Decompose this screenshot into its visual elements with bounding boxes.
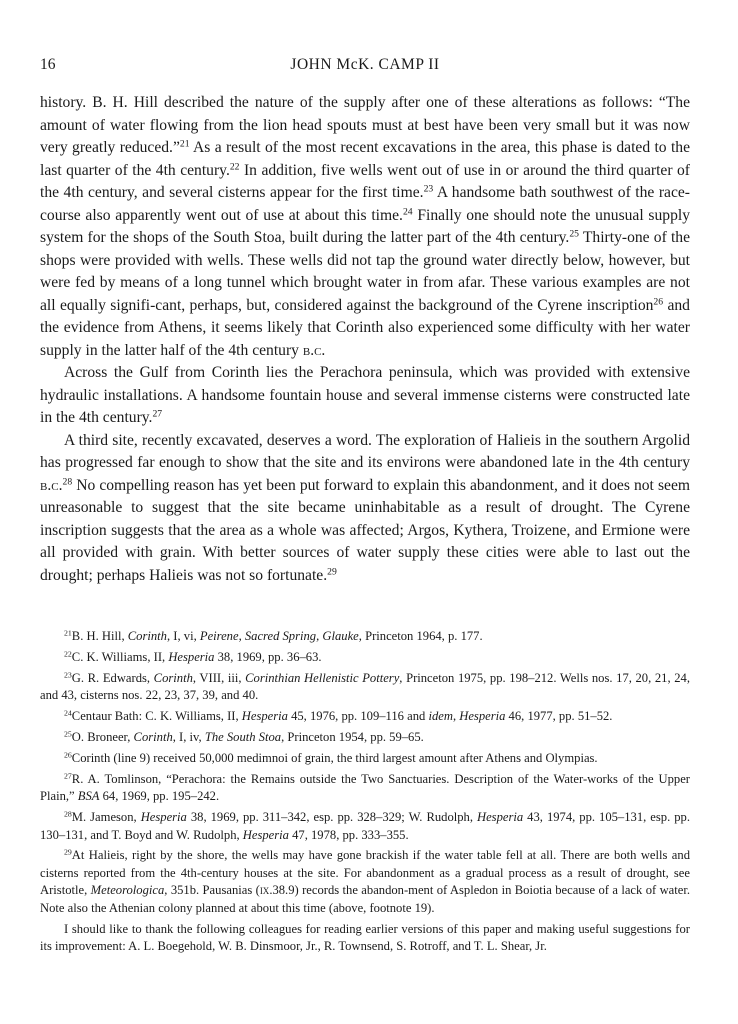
text-run: At Halieis, right by the shore, the wells may have gone brackish if the water table fell at all. There are both wells and cisterns reported from the 4th-century houses at the site. For abandonment as a gradual process as a result of drought, see Aristotle,: [40, 848, 690, 898]
footnote: [40, 628, 690, 645]
text-run: Across the Gulf from Corinth lies the Perachora peninsula, which was provided with extensive hydraulic installations. A handsome fountain house and several immense cisterns were constructed late in the 4th century.: [40, 364, 690, 426]
footnote-ref: 25: [64, 729, 72, 739]
page-number: 16: [40, 56, 56, 73]
text-run: , Princeton 1954, pp. 59–65.: [281, 730, 424, 745]
italic-text: idem: [428, 709, 453, 724]
text-run: , I, vi,: [166, 629, 200, 643]
text-run: , Princeton 1975, pp. 198–212. Wells nos. 17, 20, 21, 24, and 43, cisterns nos. 22, 23, 37, 39, and 40.: [40, 670, 690, 703]
footnote-ref: 23: [423, 183, 434, 195]
text-run: ,: [452, 709, 460, 724]
text-run: history. B. H. Hill described the nature of the supply after one of these alterations as follows: “The amount of water flowing from the lion head spouts must at best have been very small but it was now very greatly reduced.”: [40, 94, 690, 156]
text-run: A third site, recently excavated, deserves a word. The exploration of Halieis in the southern Argolid has progressed far enough to show that the site and its environs were abandoned late in the 4th century: [40, 431, 690, 471]
text-run: I should like to thank the following colleagues for reading earlier versions of this paper and making useful suggestions for its improvement: A. L. Boegehold, W. B. Dinsmoor, Jr., R. Townsend, S. Rotroff, and T. L. Shear, Jr.: [40, 921, 690, 953]
footnote-ref: 21: [179, 138, 190, 150]
italic-text: Hesperia: [241, 709, 288, 724]
small-caps-text: b.c.: [40, 476, 63, 494]
text-run: C. K. Williams, II,: [71, 649, 169, 664]
text-run: 38, 1969, pp. 311–342, esp. pp. 328–329; W. Rudolph,: [186, 810, 477, 825]
italic-text: Hesperia: [242, 827, 289, 842]
text-run: , I, iv,: [172, 730, 205, 745]
text-run: 43, 1974, pp. 105–131, esp. pp. 130–131, and T. Boyd and W. Rudolph,: [40, 810, 690, 842]
footnote-ref: 27: [152, 408, 163, 420]
text-run: As a result of the most recent excavations in the area, this phase is dated to the last quarter of the 4th century.: [40, 139, 690, 179]
text-run: 38, 1969, pp. 36–63.: [214, 649, 322, 664]
italic-text: Corinth: [133, 730, 173, 745]
text-run: , 351b. Pausanias (: [164, 883, 260, 898]
footnote-ref: 29: [64, 848, 72, 858]
footnote-ref: 26: [653, 296, 664, 308]
footnote: [40, 649, 690, 666]
footnote: [40, 708, 690, 725]
text-run: G. R. Edwards,: [71, 670, 154, 685]
body-text: [40, 92, 690, 587]
footnote-ref: 24: [64, 708, 72, 718]
italic-text: Corinth: [153, 670, 193, 685]
text-run: Centaur Bath: C. K. Williams, II,: [71, 709, 242, 724]
small-caps-text: ix: [259, 883, 270, 898]
italic-text: The South Stoa: [204, 730, 282, 745]
italic-text: Peirene, Sacred Spring, Glauke: [199, 629, 359, 643]
footnote-ref: 27: [64, 771, 72, 781]
footnote-ref: 26: [64, 750, 72, 760]
footnote: [40, 809, 690, 844]
italic-text: Hesperia: [168, 649, 215, 664]
footnote: [40, 670, 690, 705]
footnote-ref: 29: [327, 566, 337, 578]
text-run: 46, 1977, pp. 51–52.: [505, 709, 613, 724]
footnote-ref: 24: [402, 206, 413, 218]
text-run: B. H. Hill,: [71, 629, 128, 643]
text-run: Finally one should note the unusual supply system for the shops of the South Stoa, built during the latter part of the 4th century.: [40, 206, 691, 246]
italic-text: Meteorologica: [90, 883, 165, 898]
text-run: O. Broneer,: [71, 730, 134, 745]
text-run: R. A. Tomlinson, “Perachora: the Remains outside the Two Sanctuaries. Description of the Water-works of the Upper Plain,”: [40, 771, 690, 804]
body-paragraph: [40, 92, 690, 362]
text-run: 47, 1978, pp. 333–355.: [288, 827, 409, 842]
footnote: [40, 847, 690, 917]
italic-text: Hesperia: [140, 810, 187, 825]
text-run: In addition, five wells went out of use in or around the third quarter of the 4th century, and several cisterns appear for the first time.: [40, 161, 690, 201]
italic-text: Hesperia: [477, 810, 524, 825]
italic-text: Hesperia: [459, 709, 506, 724]
footnote: [40, 729, 690, 746]
page-header: [40, 56, 690, 78]
text-run: M. Jameson,: [71, 810, 141, 825]
text-run: Corinth (line 9) received 50,000 medimnoi of grain, the third largest amount after Athens and Olympias.: [71, 750, 598, 765]
text-run: 64, 1969, pp. 195–242.: [99, 789, 220, 804]
text-run: 45, 1976, pp. 109–116 and: [287, 709, 429, 724]
italic-text: BSA: [77, 789, 100, 804]
running-head: JOHN McK. CAMP II: [290, 56, 440, 73]
text-run: No compelling reason has yet been put forward to explain this abandonment, and it does not seem unreasonable to suggest that the site became uninhabitable as a result of drought. The Cyrene inscription suggests that the area as a whole was affected; Argos, Kythera, Troizene, and Ermione were all provided with grain. With better sources of water supply these cities were able to last out the drought; perhaps Halieis was not so fortunate.: [40, 476, 690, 584]
text-run: .38.9) records the abandon-ment of Aspledon in Boiotia because of a lack of water. Note also the Athenian colony planned at about this time (above, footnote 19).: [40, 883, 690, 915]
text-run: Thirty-one of the shops were provided with wells. These wells did not tap the ground water directly below, however, but were fed by means of a long tunnel which brought water in from afar. These various examples are not all equally signifi-cant, perhaps, but, considered against the background of the Cyrene inscription: [40, 229, 690, 314]
footnote-ref: 28: [64, 809, 72, 819]
footnote-ref: 22: [229, 161, 240, 173]
footnote: [40, 771, 690, 806]
text-run: , VIII, iii,: [192, 670, 246, 685]
footnote-ref: 22: [64, 649, 72, 659]
small-caps-text: b.c.: [302, 341, 326, 359]
text-run: A handsome bath southwest of the race-course also apparently went out of use at about this time.: [40, 184, 690, 224]
footnote-ref: 23: [64, 670, 72, 680]
italic-text: Corinthian Hellenistic Pottery: [245, 670, 400, 685]
footnote: [40, 750, 690, 767]
footnote: [40, 921, 690, 956]
text-run: and the evidence from Athens, it seems likely that Corinth also experienced some difficulty with her water supply in the latter half of the 4th century: [40, 296, 690, 359]
body-paragraph: [40, 430, 690, 588]
footnote-ref: 28: [62, 476, 73, 488]
body-paragraph: [40, 362, 690, 430]
footnote-ref: 25: [569, 228, 579, 240]
footnote-ref: 21: [64, 628, 72, 638]
footnotes: [40, 628, 690, 959]
italic-text: Corinth: [127, 629, 167, 643]
text-run: , Princeton 1964, p. 177.: [358, 629, 483, 643]
